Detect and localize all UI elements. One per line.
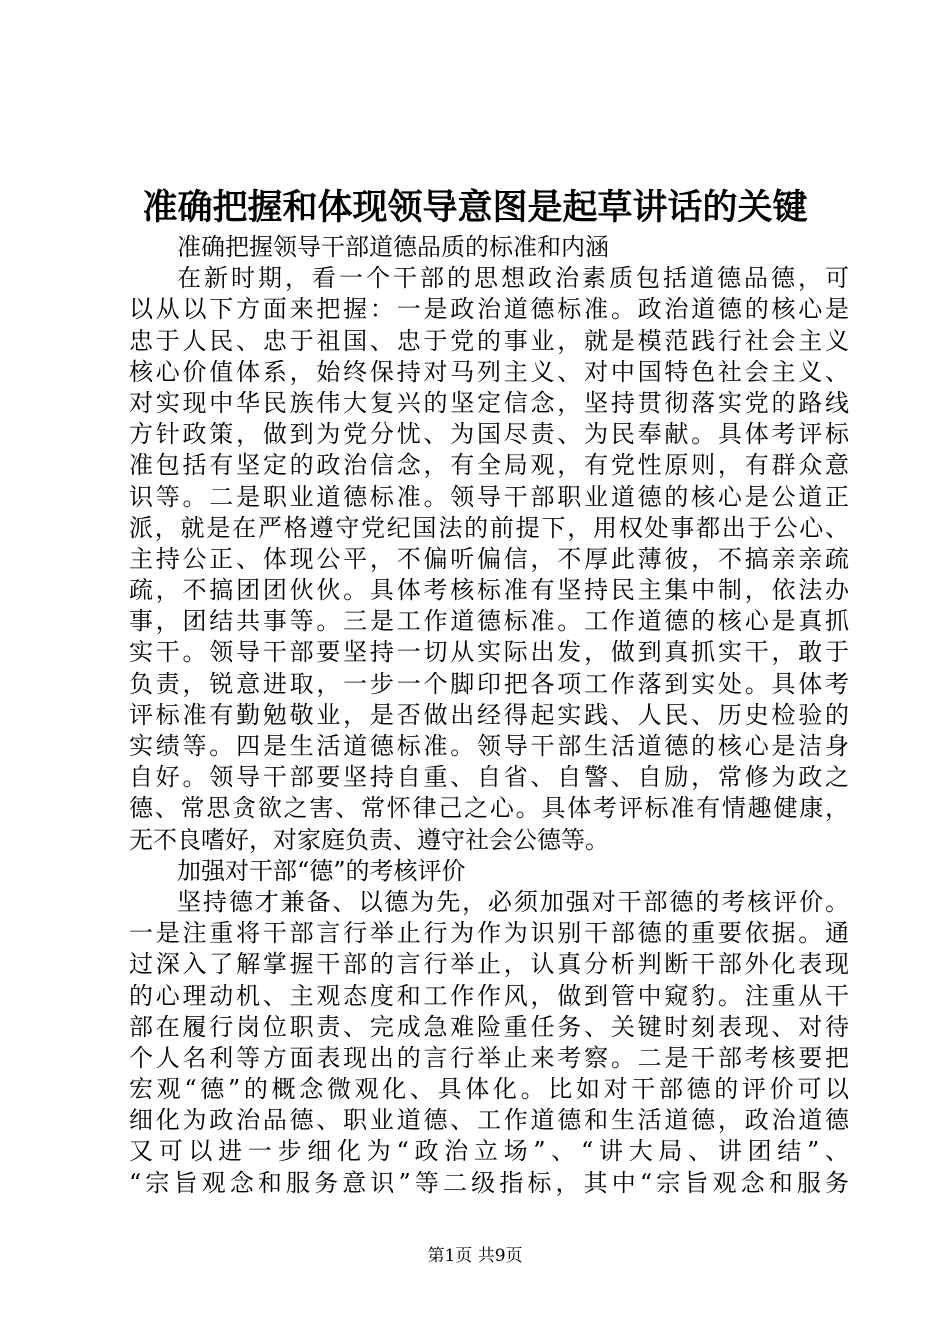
paragraph-line: 的心理动机、主观态度和工作作风，做到管中窥豹。注重从干 [129,981,849,1010]
paragraph-line: 细化为政治品德、职业道德、工作道德和生活道德，政治道德 [129,1106,849,1135]
paragraph-line: 个人名利等方面表现出的言行举止来考察。二是干部考核要把 [129,1043,849,1072]
paragraph-line: 忠于人民、忠于祖国、忠于党的事业，就是模范践行社会主义 [129,326,849,355]
paragraph-line: 在新时期，看一个干部的思想政治素质包括道德品德，可 [177,264,849,293]
paragraph-line: 坚持德才兼备、以德为先，必须加强对干部德的考核评价。 [177,887,849,916]
paragraph-line: 实绩等。四是生活道德标准。领导干部生活道德的核心是洁身 [129,732,849,760]
paragraph-line: “宗旨观念和服务意识”等二级指标，其中“宗旨观念和服务 [129,1168,849,1197]
document-title: 准确把握和体现领导意图是起草讲话的关键 [142,187,808,228]
paragraph-line: 核心价值体系，始终保持对马列主义、对中国特色社会主义、 [129,357,849,386]
paragraph-line: 宏观“德”的概念微观化、具体化。比如对干部德的评价可以 [129,1075,849,1104]
paragraph-line: 自好。领导干部要坚持自重、自省、自警、自励，常修为政之 [129,763,849,792]
document-body [129,232,849,1199]
paragraph-line: 实干。领导干部要坚持一切从实际出发，做到真抓实干，敢于 [129,638,849,667]
section-heading: 加强对干部“德”的考核评价 [177,856,466,885]
paragraph-line: 负责，锐意进取，一步一个脚印把各项工作落到实处。具体考 [129,669,849,698]
paragraph-line: 识等。二是职业道德标准。领导干部职业道德的核心是公道正 [129,482,849,511]
paragraph-line: 准包括有坚定的政治信念，有全局观，有党性原则，有群众意 [129,451,849,480]
paragraph-line: 德、常思贪欲之害、常怀律己之心。具体考评标准有情趣健康， [129,794,849,823]
page-number: 第1页 共9页 [427,1246,523,1266]
paragraph-line: 疏，不搞团团伙伙。具体考核标准有坚持民主集中制，依法办 [129,576,849,605]
paragraph-line: 以从以下方面来把握：一是政治道德标准。政治道德的核心是 [129,295,849,324]
section-heading: 准确把握领导干部道德品质的标准和内涵 [177,233,609,261]
paragraph-line: 对实现中华民族伟大复兴的坚定信念，坚持贯彻落实党的路线 [129,388,849,417]
paragraph-line: 一是注重将干部言行举止行为作为识别干部德的重要依据。通 [129,919,849,948]
paragraph-line: 主持公正、体现公平，不偏听偏信，不厚此薄彼，不搞亲亲疏 [129,544,849,573]
paragraph-line: 事，团结共事等。三是工作道德标准。工作道德的核心是真抓 [129,607,849,636]
paragraph-line: 部在履行岗位职责、完成急难险重任务、关键时刻表现、对待 [129,1012,849,1041]
paragraph-line: 派，就是在严格遵守党纪国法的前提下，用权处事都出于公心、 [129,513,849,542]
paragraph-line: 过深入了解掌握干部的言行举止，认真分析判断干部外化表现 [129,950,849,979]
paragraph-line: 方针政策，做到为党分忧、为国尽责、为民奉献。具体考评标 [129,420,849,449]
paragraph-line: 又可以进一步细化为“政治立场”、“讲大局、讲团结”、 [129,1137,849,1166]
paragraph-line: 评标准有勤勉敬业，是否做出经得起实践、人民、历史检验的 [129,700,849,729]
paragraph-line: 无不良嗜好，对家庭负责、遵守社会公德等。 [129,825,609,854]
